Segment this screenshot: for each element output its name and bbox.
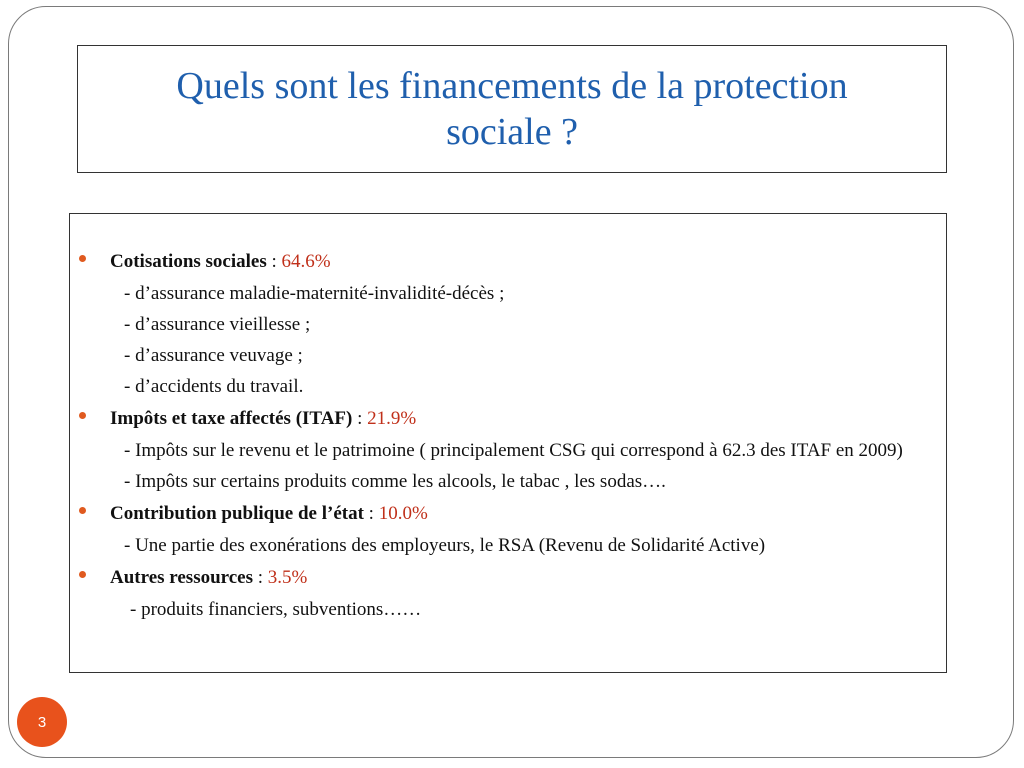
percentage: 10.0% <box>378 503 428 524</box>
sub-item: - d’assurance maladie-maternité-invalidité-décès ; <box>124 283 505 304</box>
sub-item: - d’accidents du travail. <box>124 376 304 397</box>
sub-item: - d’assurance vieillesse ; <box>124 314 311 335</box>
separator: : <box>266 251 282 272</box>
bullet-label: Contribution publique de l’état <box>110 503 364 524</box>
bullet-cotisations <box>110 248 910 275</box>
slide-title: Quels sont les financements de la protection sociale ? <box>176 65 848 153</box>
separator: : <box>253 567 268 588</box>
bullet-label: Cotisations sociales <box>110 251 267 272</box>
bullet-dot-icon <box>79 507 86 514</box>
page-number-badge: 3 <box>17 697 67 747</box>
content-box <box>69 213 947 673</box>
bullet-label: Autres ressources <box>110 567 254 588</box>
sub-item: - d’assurance veuvage ; <box>124 345 303 366</box>
sub-item: - Impôts sur le revenu et le patrimoine ( principalement CSG qui correspond à 62.3 des ITAF en 2009) <box>124 440 903 461</box>
title-box <box>77 45 947 173</box>
bullet-contribution-publique <box>110 500 910 527</box>
percentage: 21.9% <box>367 408 417 429</box>
percentage: 3.5% <box>267 567 308 588</box>
separator: : <box>352 408 368 429</box>
percentage: 64.6% <box>281 251 331 272</box>
content-list <box>110 248 910 622</box>
separator: : <box>363 503 379 524</box>
sub-item: - Une partie des exonérations des employeurs, le RSA (Revenu de Solidarité Active) <box>124 535 766 556</box>
bullet-dot-icon <box>79 255 86 262</box>
bullet-itaf <box>110 405 910 432</box>
sub-item: - Impôts sur certains produits comme les alcools, le tabac , les sodas…. <box>124 471 666 492</box>
sub-item: - produits financiers, subventions…… <box>130 599 422 620</box>
bullet-dot-icon <box>79 571 86 578</box>
bullet-label: Impôts et taxe affectés (ITAF) <box>110 408 353 429</box>
bullet-autres-ressources <box>110 564 910 591</box>
bullet-dot-icon <box>79 412 86 419</box>
